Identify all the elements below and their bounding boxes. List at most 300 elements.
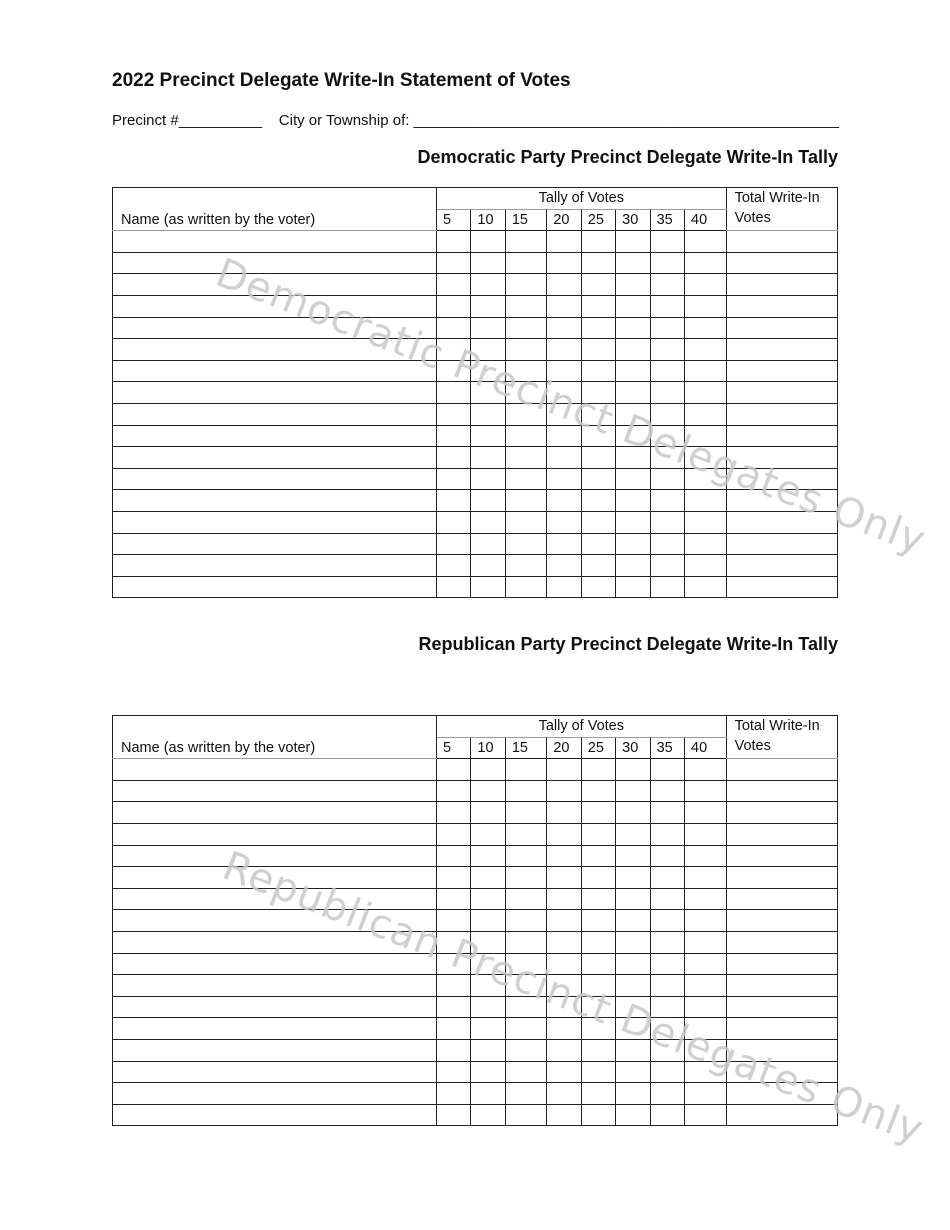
- tally-cell[interactable]: [616, 490, 650, 512]
- tally-cell[interactable]: [616, 953, 650, 975]
- tally-cell[interactable]: [685, 953, 727, 975]
- tally-cell[interactable]: [547, 867, 581, 889]
- total-votes-cell[interactable]: [726, 996, 837, 1018]
- tally-cell[interactable]: [547, 996, 581, 1018]
- tally-cell[interactable]: [471, 317, 505, 339]
- tally-cell[interactable]: [547, 339, 581, 361]
- tally-cell[interactable]: [471, 360, 505, 382]
- tally-cell[interactable]: [581, 823, 615, 845]
- tally-cell[interactable]: [616, 780, 650, 802]
- tally-cell[interactable]: [616, 274, 650, 296]
- tally-cell[interactable]: [581, 490, 615, 512]
- voter-name-cell[interactable]: [113, 576, 437, 598]
- voter-name-cell[interactable]: [113, 274, 437, 296]
- tally-cell[interactable]: [685, 1039, 727, 1061]
- tally-cell[interactable]: [581, 447, 615, 469]
- tally-cell[interactable]: [471, 555, 505, 577]
- total-votes-cell[interactable]: [726, 845, 837, 867]
- tally-cell[interactable]: [547, 975, 581, 997]
- tally-cell[interactable]: [581, 802, 615, 824]
- voter-name-cell[interactable]: [113, 231, 437, 253]
- tally-cell[interactable]: [505, 576, 547, 598]
- tally-cell[interactable]: [685, 425, 727, 447]
- tally-cell[interactable]: [650, 1061, 684, 1083]
- tally-cell[interactable]: [616, 252, 650, 274]
- tally-cell[interactable]: [436, 317, 470, 339]
- total-votes-cell[interactable]: [726, 252, 837, 274]
- tally-cell[interactable]: [685, 511, 727, 533]
- tally-cell[interactable]: [436, 403, 470, 425]
- tally-cell[interactable]: [616, 1018, 650, 1040]
- tally-cell[interactable]: [436, 910, 470, 932]
- voter-name-cell[interactable]: [113, 931, 437, 953]
- tally-cell[interactable]: [547, 295, 581, 317]
- tally-cell[interactable]: [685, 252, 727, 274]
- tally-cell[interactable]: [547, 888, 581, 910]
- tally-cell[interactable]: [547, 555, 581, 577]
- tally-cell[interactable]: [505, 382, 547, 404]
- tally-cell[interactable]: [616, 1061, 650, 1083]
- tally-cell[interactable]: [471, 780, 505, 802]
- tally-cell[interactable]: [685, 780, 727, 802]
- tally-cell[interactable]: [505, 231, 547, 253]
- tally-cell[interactable]: [436, 845, 470, 867]
- tally-cell[interactable]: [471, 1083, 505, 1105]
- tally-cell[interactable]: [505, 867, 547, 889]
- total-votes-cell[interactable]: [726, 780, 837, 802]
- tally-cell[interactable]: [547, 1083, 581, 1105]
- tally-cell[interactable]: [436, 555, 470, 577]
- tally-cell[interactable]: [505, 823, 547, 845]
- tally-cell[interactable]: [505, 1083, 547, 1105]
- tally-cell[interactable]: [436, 382, 470, 404]
- tally-cell[interactable]: [581, 339, 615, 361]
- voter-name-cell[interactable]: [113, 1104, 437, 1126]
- tally-cell[interactable]: [685, 845, 727, 867]
- tally-cell[interactable]: [616, 295, 650, 317]
- tally-cell[interactable]: [685, 533, 727, 555]
- tally-cell[interactable]: [650, 931, 684, 953]
- tally-cell[interactable]: [436, 231, 470, 253]
- tally-cell[interactable]: [685, 490, 727, 512]
- tally-cell[interactable]: [581, 468, 615, 490]
- tally-cell[interactable]: [505, 996, 547, 1018]
- total-votes-cell[interactable]: [726, 533, 837, 555]
- tally-cell[interactable]: [505, 555, 547, 577]
- voter-name-cell[interactable]: [113, 996, 437, 1018]
- tally-cell[interactable]: [581, 403, 615, 425]
- tally-cell[interactable]: [685, 274, 727, 296]
- voter-name-cell[interactable]: [113, 555, 437, 577]
- tally-cell[interactable]: [581, 274, 615, 296]
- tally-cell[interactable]: [616, 231, 650, 253]
- tally-cell[interactable]: [547, 468, 581, 490]
- tally-cell[interactable]: [547, 447, 581, 469]
- tally-cell[interactable]: [581, 317, 615, 339]
- tally-cell[interactable]: [685, 468, 727, 490]
- tally-cell[interactable]: [650, 317, 684, 339]
- total-votes-cell[interactable]: [726, 274, 837, 296]
- tally-cell[interactable]: [471, 823, 505, 845]
- tally-cell[interactable]: [505, 274, 547, 296]
- tally-cell[interactable]: [650, 533, 684, 555]
- tally-cell[interactable]: [436, 802, 470, 824]
- tally-cell[interactable]: [650, 759, 684, 781]
- tally-cell[interactable]: [436, 823, 470, 845]
- tally-cell[interactable]: [436, 576, 470, 598]
- tally-cell[interactable]: [650, 555, 684, 577]
- tally-cell[interactable]: [616, 576, 650, 598]
- tally-cell[interactable]: [616, 1039, 650, 1061]
- tally-cell[interactable]: [471, 382, 505, 404]
- tally-cell[interactable]: [650, 295, 684, 317]
- total-votes-cell[interactable]: [726, 425, 837, 447]
- tally-cell[interactable]: [436, 490, 470, 512]
- tally-cell[interactable]: [685, 1104, 727, 1126]
- total-votes-cell[interactable]: [726, 1104, 837, 1126]
- tally-cell[interactable]: [581, 910, 615, 932]
- tally-cell[interactable]: [581, 576, 615, 598]
- voter-name-cell[interactable]: [113, 759, 437, 781]
- total-votes-cell[interactable]: [726, 231, 837, 253]
- tally-cell[interactable]: [547, 1018, 581, 1040]
- tally-cell[interactable]: [436, 888, 470, 910]
- tally-cell[interactable]: [505, 910, 547, 932]
- tally-cell[interactable]: [581, 1039, 615, 1061]
- voter-name-cell[interactable]: [113, 823, 437, 845]
- tally-cell[interactable]: [650, 511, 684, 533]
- tally-cell[interactable]: [581, 511, 615, 533]
- tally-cell[interactable]: [471, 447, 505, 469]
- total-votes-cell[interactable]: [726, 1018, 837, 1040]
- tally-cell[interactable]: [505, 447, 547, 469]
- tally-cell[interactable]: [547, 759, 581, 781]
- total-votes-cell[interactable]: [726, 447, 837, 469]
- tally-cell[interactable]: [505, 425, 547, 447]
- tally-cell[interactable]: [436, 511, 470, 533]
- tally-cell[interactable]: [685, 975, 727, 997]
- voter-name-cell[interactable]: [113, 490, 437, 512]
- tally-cell[interactable]: [616, 845, 650, 867]
- tally-cell[interactable]: [471, 888, 505, 910]
- voter-name-cell[interactable]: [113, 975, 437, 997]
- tally-cell[interactable]: [616, 823, 650, 845]
- tally-cell[interactable]: [436, 533, 470, 555]
- voter-name-cell[interactable]: [113, 447, 437, 469]
- tally-cell[interactable]: [616, 996, 650, 1018]
- tally-cell[interactable]: [547, 1039, 581, 1061]
- total-votes-cell[interactable]: [726, 867, 837, 889]
- tally-cell[interactable]: [471, 533, 505, 555]
- tally-cell[interactable]: [471, 1061, 505, 1083]
- tally-cell[interactable]: [505, 533, 547, 555]
- tally-cell[interactable]: [471, 845, 505, 867]
- tally-cell[interactable]: [547, 403, 581, 425]
- tally-cell[interactable]: [436, 953, 470, 975]
- tally-cell[interactable]: [471, 1018, 505, 1040]
- tally-cell[interactable]: [436, 425, 470, 447]
- tally-cell[interactable]: [616, 468, 650, 490]
- tally-cell[interactable]: [685, 802, 727, 824]
- tally-cell[interactable]: [547, 780, 581, 802]
- tally-cell[interactable]: [471, 511, 505, 533]
- total-votes-cell[interactable]: [726, 317, 837, 339]
- tally-cell[interactable]: [616, 403, 650, 425]
- tally-cell[interactable]: [505, 888, 547, 910]
- tally-cell[interactable]: [685, 910, 727, 932]
- tally-cell[interactable]: [436, 1018, 470, 1040]
- total-votes-cell[interactable]: [726, 295, 837, 317]
- tally-cell[interactable]: [685, 576, 727, 598]
- tally-cell[interactable]: [650, 231, 684, 253]
- total-votes-cell[interactable]: [726, 975, 837, 997]
- tally-cell[interactable]: [650, 1083, 684, 1105]
- tally-cell[interactable]: [436, 996, 470, 1018]
- tally-cell[interactable]: [436, 295, 470, 317]
- tally-cell[interactable]: [685, 1083, 727, 1105]
- tally-cell[interactable]: [581, 252, 615, 274]
- tally-cell[interactable]: [581, 996, 615, 1018]
- tally-cell[interactable]: [650, 996, 684, 1018]
- tally-cell[interactable]: [685, 867, 727, 889]
- tally-cell[interactable]: [471, 931, 505, 953]
- tally-cell[interactable]: [685, 360, 727, 382]
- tally-cell[interactable]: [616, 1083, 650, 1105]
- tally-cell[interactable]: [547, 274, 581, 296]
- voter-name-cell[interactable]: [113, 888, 437, 910]
- tally-cell[interactable]: [436, 360, 470, 382]
- tally-cell[interactable]: [581, 845, 615, 867]
- tally-cell[interactable]: [505, 953, 547, 975]
- voter-name-cell[interactable]: [113, 403, 437, 425]
- total-votes-cell[interactable]: [726, 802, 837, 824]
- tally-cell[interactable]: [547, 252, 581, 274]
- tally-cell[interactable]: [436, 975, 470, 997]
- voter-name-cell[interactable]: [113, 511, 437, 533]
- tally-cell[interactable]: [685, 295, 727, 317]
- voter-name-cell[interactable]: [113, 953, 437, 975]
- tally-cell[interactable]: [581, 295, 615, 317]
- tally-cell[interactable]: [616, 888, 650, 910]
- tally-cell[interactable]: [436, 1104, 470, 1126]
- tally-cell[interactable]: [471, 953, 505, 975]
- tally-cell[interactable]: [581, 931, 615, 953]
- voter-name-cell[interactable]: [113, 845, 437, 867]
- tally-cell[interactable]: [471, 468, 505, 490]
- tally-cell[interactable]: [581, 867, 615, 889]
- voter-name-cell[interactable]: [113, 533, 437, 555]
- tally-cell[interactable]: [547, 382, 581, 404]
- tally-cell[interactable]: [581, 888, 615, 910]
- tally-cell[interactable]: [650, 468, 684, 490]
- tally-cell[interactable]: [685, 317, 727, 339]
- tally-cell[interactable]: [650, 360, 684, 382]
- tally-cell[interactable]: [505, 295, 547, 317]
- tally-cell[interactable]: [650, 780, 684, 802]
- voter-name-cell[interactable]: [113, 382, 437, 404]
- total-votes-cell[interactable]: [726, 468, 837, 490]
- tally-cell[interactable]: [505, 1018, 547, 1040]
- tally-cell[interactable]: [616, 339, 650, 361]
- tally-cell[interactable]: [436, 468, 470, 490]
- tally-cell[interactable]: [616, 910, 650, 932]
- total-votes-cell[interactable]: [726, 382, 837, 404]
- voter-name-cell[interactable]: [113, 1039, 437, 1061]
- tally-cell[interactable]: [616, 317, 650, 339]
- tally-cell[interactable]: [505, 1061, 547, 1083]
- voter-name-cell[interactable]: [113, 1083, 437, 1105]
- tally-cell[interactable]: [650, 975, 684, 997]
- tally-cell[interactable]: [547, 1104, 581, 1126]
- tally-cell[interactable]: [685, 759, 727, 781]
- tally-cell[interactable]: [685, 888, 727, 910]
- total-votes-cell[interactable]: [726, 339, 837, 361]
- tally-cell[interactable]: [436, 867, 470, 889]
- tally-cell[interactable]: [650, 382, 684, 404]
- tally-cell[interactable]: [471, 867, 505, 889]
- tally-cell[interactable]: [505, 403, 547, 425]
- tally-cell[interactable]: [650, 403, 684, 425]
- tally-cell[interactable]: [650, 576, 684, 598]
- tally-cell[interactable]: [471, 576, 505, 598]
- tally-cell[interactable]: [650, 274, 684, 296]
- tally-cell[interactable]: [616, 360, 650, 382]
- tally-cell[interactable]: [650, 953, 684, 975]
- total-votes-cell[interactable]: [726, 576, 837, 598]
- tally-cell[interactable]: [505, 931, 547, 953]
- tally-cell[interactable]: [436, 274, 470, 296]
- tally-cell[interactable]: [436, 759, 470, 781]
- tally-cell[interactable]: [685, 931, 727, 953]
- tally-cell[interactable]: [505, 490, 547, 512]
- tally-cell[interactable]: [505, 780, 547, 802]
- tally-cell[interactable]: [616, 867, 650, 889]
- tally-cell[interactable]: [685, 823, 727, 845]
- voter-name-cell[interactable]: [113, 425, 437, 447]
- total-votes-cell[interactable]: [726, 1061, 837, 1083]
- tally-cell[interactable]: [436, 1083, 470, 1105]
- tally-cell[interactable]: [505, 975, 547, 997]
- tally-cell[interactable]: [471, 274, 505, 296]
- tally-cell[interactable]: [616, 382, 650, 404]
- tally-cell[interactable]: [685, 1061, 727, 1083]
- tally-cell[interactable]: [471, 1104, 505, 1126]
- precinct-city-line[interactable]: Precinct #__________ City or Township of: ___________________________________________________: [112, 112, 840, 129]
- tally-cell[interactable]: [685, 447, 727, 469]
- tally-cell[interactable]: [616, 447, 650, 469]
- total-votes-cell[interactable]: [726, 511, 837, 533]
- tally-cell[interactable]: [436, 931, 470, 953]
- tally-cell[interactable]: [471, 1039, 505, 1061]
- tally-cell[interactable]: [650, 802, 684, 824]
- voter-name-cell[interactable]: [113, 910, 437, 932]
- voter-name-cell[interactable]: [113, 317, 437, 339]
- tally-cell[interactable]: [471, 295, 505, 317]
- tally-cell[interactable]: [547, 931, 581, 953]
- tally-cell[interactable]: [616, 975, 650, 997]
- voter-name-cell[interactable]: [113, 1061, 437, 1083]
- tally-cell[interactable]: [547, 1061, 581, 1083]
- tally-cell[interactable]: [505, 759, 547, 781]
- tally-cell[interactable]: [650, 1104, 684, 1126]
- tally-cell[interactable]: [581, 759, 615, 781]
- tally-cell[interactable]: [581, 382, 615, 404]
- tally-cell[interactable]: [581, 360, 615, 382]
- tally-cell[interactable]: [505, 339, 547, 361]
- total-votes-cell[interactable]: [726, 888, 837, 910]
- tally-cell[interactable]: [436, 339, 470, 361]
- tally-cell[interactable]: [650, 910, 684, 932]
- voter-name-cell[interactable]: [113, 867, 437, 889]
- tally-cell[interactable]: [471, 759, 505, 781]
- tally-cell[interactable]: [471, 490, 505, 512]
- tally-cell[interactable]: [616, 425, 650, 447]
- tally-cell[interactable]: [650, 1039, 684, 1061]
- tally-cell[interactable]: [581, 953, 615, 975]
- tally-cell[interactable]: [547, 425, 581, 447]
- tally-cell[interactable]: [581, 425, 615, 447]
- voter-name-cell[interactable]: [113, 780, 437, 802]
- voter-name-cell[interactable]: [113, 295, 437, 317]
- tally-cell[interactable]: [471, 975, 505, 997]
- total-votes-cell[interactable]: [726, 1039, 837, 1061]
- tally-cell[interactable]: [650, 823, 684, 845]
- tally-cell[interactable]: [547, 490, 581, 512]
- tally-cell[interactable]: [471, 802, 505, 824]
- tally-cell[interactable]: [547, 823, 581, 845]
- tally-cell[interactable]: [650, 252, 684, 274]
- tally-cell[interactable]: [685, 231, 727, 253]
- voter-name-cell[interactable]: [113, 1018, 437, 1040]
- total-votes-cell[interactable]: [726, 910, 837, 932]
- total-votes-cell[interactable]: [726, 953, 837, 975]
- tally-cell[interactable]: [685, 555, 727, 577]
- tally-cell[interactable]: [581, 1083, 615, 1105]
- tally-cell[interactable]: [471, 339, 505, 361]
- tally-cell[interactable]: [436, 780, 470, 802]
- total-votes-cell[interactable]: [726, 555, 837, 577]
- tally-cell[interactable]: [650, 490, 684, 512]
- tally-cell[interactable]: [505, 317, 547, 339]
- tally-cell[interactable]: [650, 447, 684, 469]
- voter-name-cell[interactable]: [113, 252, 437, 274]
- tally-cell[interactable]: [436, 447, 470, 469]
- tally-cell[interactable]: [547, 953, 581, 975]
- tally-cell[interactable]: [547, 231, 581, 253]
- total-votes-cell[interactable]: [726, 823, 837, 845]
- tally-cell[interactable]: [685, 339, 727, 361]
- tally-cell[interactable]: [616, 802, 650, 824]
- voter-name-cell[interactable]: [113, 360, 437, 382]
- tally-cell[interactable]: [581, 1018, 615, 1040]
- tally-cell[interactable]: [650, 425, 684, 447]
- tally-cell[interactable]: [685, 1018, 727, 1040]
- tally-cell[interactable]: [685, 403, 727, 425]
- tally-cell[interactable]: [547, 511, 581, 533]
- tally-cell[interactable]: [436, 252, 470, 274]
- tally-cell[interactable]: [616, 555, 650, 577]
- tally-cell[interactable]: [471, 996, 505, 1018]
- tally-cell[interactable]: [581, 231, 615, 253]
- total-votes-cell[interactable]: [726, 931, 837, 953]
- tally-cell[interactable]: [547, 317, 581, 339]
- tally-cell[interactable]: [436, 1061, 470, 1083]
- tally-cell[interactable]: [547, 910, 581, 932]
- tally-cell[interactable]: [547, 845, 581, 867]
- tally-cell[interactable]: [650, 888, 684, 910]
- tally-cell[interactable]: [505, 845, 547, 867]
- total-votes-cell[interactable]: [726, 403, 837, 425]
